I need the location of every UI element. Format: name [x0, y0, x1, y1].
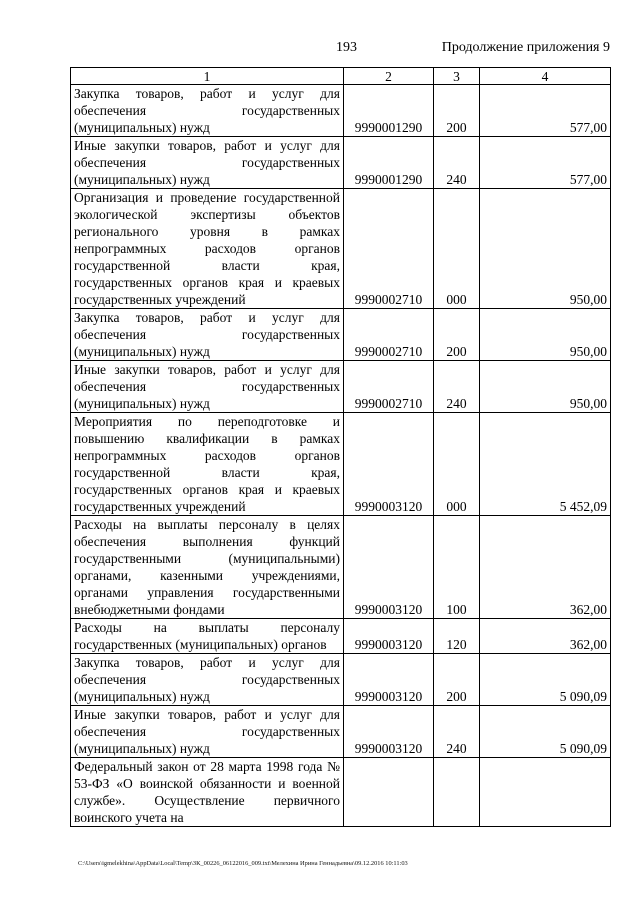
- row-name: Иные закупки товаров, работ и услуг для обеспечения государственных (муниципальных) нужд: [71, 137, 344, 189]
- row-name: Закупка товаров, работ и услуг для обеспечения государственных (муниципальных) нужд: [71, 85, 344, 137]
- row-amount: 362,00: [480, 619, 611, 654]
- row-amount: 5 090,09: [480, 706, 611, 758]
- row-name: Мероприятия по переподготовке и повышению квалификации в рамках непрограммных расходов органов государственной власти края, государственных органов края и краевых государственных учреждений: [71, 413, 344, 516]
- continuation-title: Продолжение приложения 9: [441, 40, 610, 55]
- row-amount: 950,00: [480, 189, 611, 309]
- row-amount: 362,00: [480, 516, 611, 619]
- row-expense-type: 120: [434, 619, 480, 654]
- row-expense-type: 240: [434, 361, 480, 413]
- table-header-row: [71, 68, 611, 85]
- row-expense-type: 240: [434, 137, 480, 189]
- table-row: [71, 361, 611, 413]
- table-row: [71, 619, 611, 654]
- row-name: Закупка товаров, работ и услуг для обеспечения государственных (муниципальных) нужд: [71, 309, 344, 361]
- row-expense-type: 200: [434, 85, 480, 137]
- file-path-footer: C:\Users\igmelekhina\AppData\Local\Temp\ЗК_00226_06122016_009.txt\Мелехина Ирина Геннадьевна\09.12.2016 10:11:03: [78, 860, 408, 867]
- row-target-code: 9990001290: [344, 85, 434, 137]
- row-amount: 5 090,09: [480, 654, 611, 706]
- table-row: [71, 758, 611, 827]
- table-row: [71, 137, 611, 189]
- row-amount: 950,00: [480, 361, 611, 413]
- row-target-code: 9990002710: [344, 189, 434, 309]
- row-target-code: 9990003120: [344, 654, 434, 706]
- row-target-code: 9990003120: [344, 516, 434, 619]
- column-header-1: 1: [71, 68, 344, 85]
- table-row: [71, 189, 611, 309]
- table-row: [71, 309, 611, 361]
- row-target-code: 9990001290: [344, 137, 434, 189]
- row-expense-type: 100: [434, 516, 480, 619]
- row-amount: 5 452,09: [480, 413, 611, 516]
- row-amount: 950,00: [480, 309, 611, 361]
- row-name: Закупка товаров, работ и услуг для обеспечения государственных (муниципальных) нужд: [71, 654, 344, 706]
- row-name: Организация и проведение государственной экологической экспертизы объектов регионального уровня в рамках непрограммных расходов органов государственной власти края, государственных органов края и краевых государственных учреждений: [71, 189, 344, 309]
- row-target-code: 9990003120: [344, 706, 434, 758]
- table-row: [71, 413, 611, 516]
- table-row: [71, 85, 611, 137]
- row-target-code: 9990002710: [344, 309, 434, 361]
- row-amount: [480, 758, 611, 827]
- row-name: Иные закупки товаров, работ и услуг для обеспечения государственных (муниципальных) нужд: [71, 706, 344, 758]
- table-row: [71, 654, 611, 706]
- row-expense-type: 000: [434, 189, 480, 309]
- row-expense-type: 200: [434, 654, 480, 706]
- page-number: 193: [336, 40, 357, 55]
- row-expense-type: 240: [434, 706, 480, 758]
- table-row: [71, 516, 611, 619]
- budget-table: [70, 67, 611, 827]
- column-header-3: 3: [434, 68, 480, 85]
- row-amount: 577,00: [480, 85, 611, 137]
- row-target-code: 9990003120: [344, 619, 434, 654]
- row-target-code: 9990003120: [344, 413, 434, 516]
- column-header-4: 4: [480, 68, 611, 85]
- row-name: Расходы на выплаты персоналу в целях обеспечения выполнения функций государственными (муниципальными) органами, казенными учреждениями, органами управления государственными внебюджетными фондами: [71, 516, 344, 619]
- row-name: Иные закупки товаров, работ и услуг для обеспечения государственных (муниципальных) нужд: [71, 361, 344, 413]
- row-target-code: [344, 758, 434, 827]
- row-expense-type: 200: [434, 309, 480, 361]
- row-expense-type: 000: [434, 413, 480, 516]
- column-header-2: 2: [344, 68, 434, 85]
- row-name: Расходы на выплаты персоналу государственных (муниципальных) органов: [71, 619, 344, 654]
- row-target-code: 9990002710: [344, 361, 434, 413]
- row-name: Федеральный закон от 28 марта 1998 года № 53-ФЗ «О воинской обязанности и военной службе». Осуществление первичного воинского учета на: [71, 758, 344, 827]
- row-amount: 577,00: [480, 137, 611, 189]
- table-row: [71, 706, 611, 758]
- row-expense-type: [434, 758, 480, 827]
